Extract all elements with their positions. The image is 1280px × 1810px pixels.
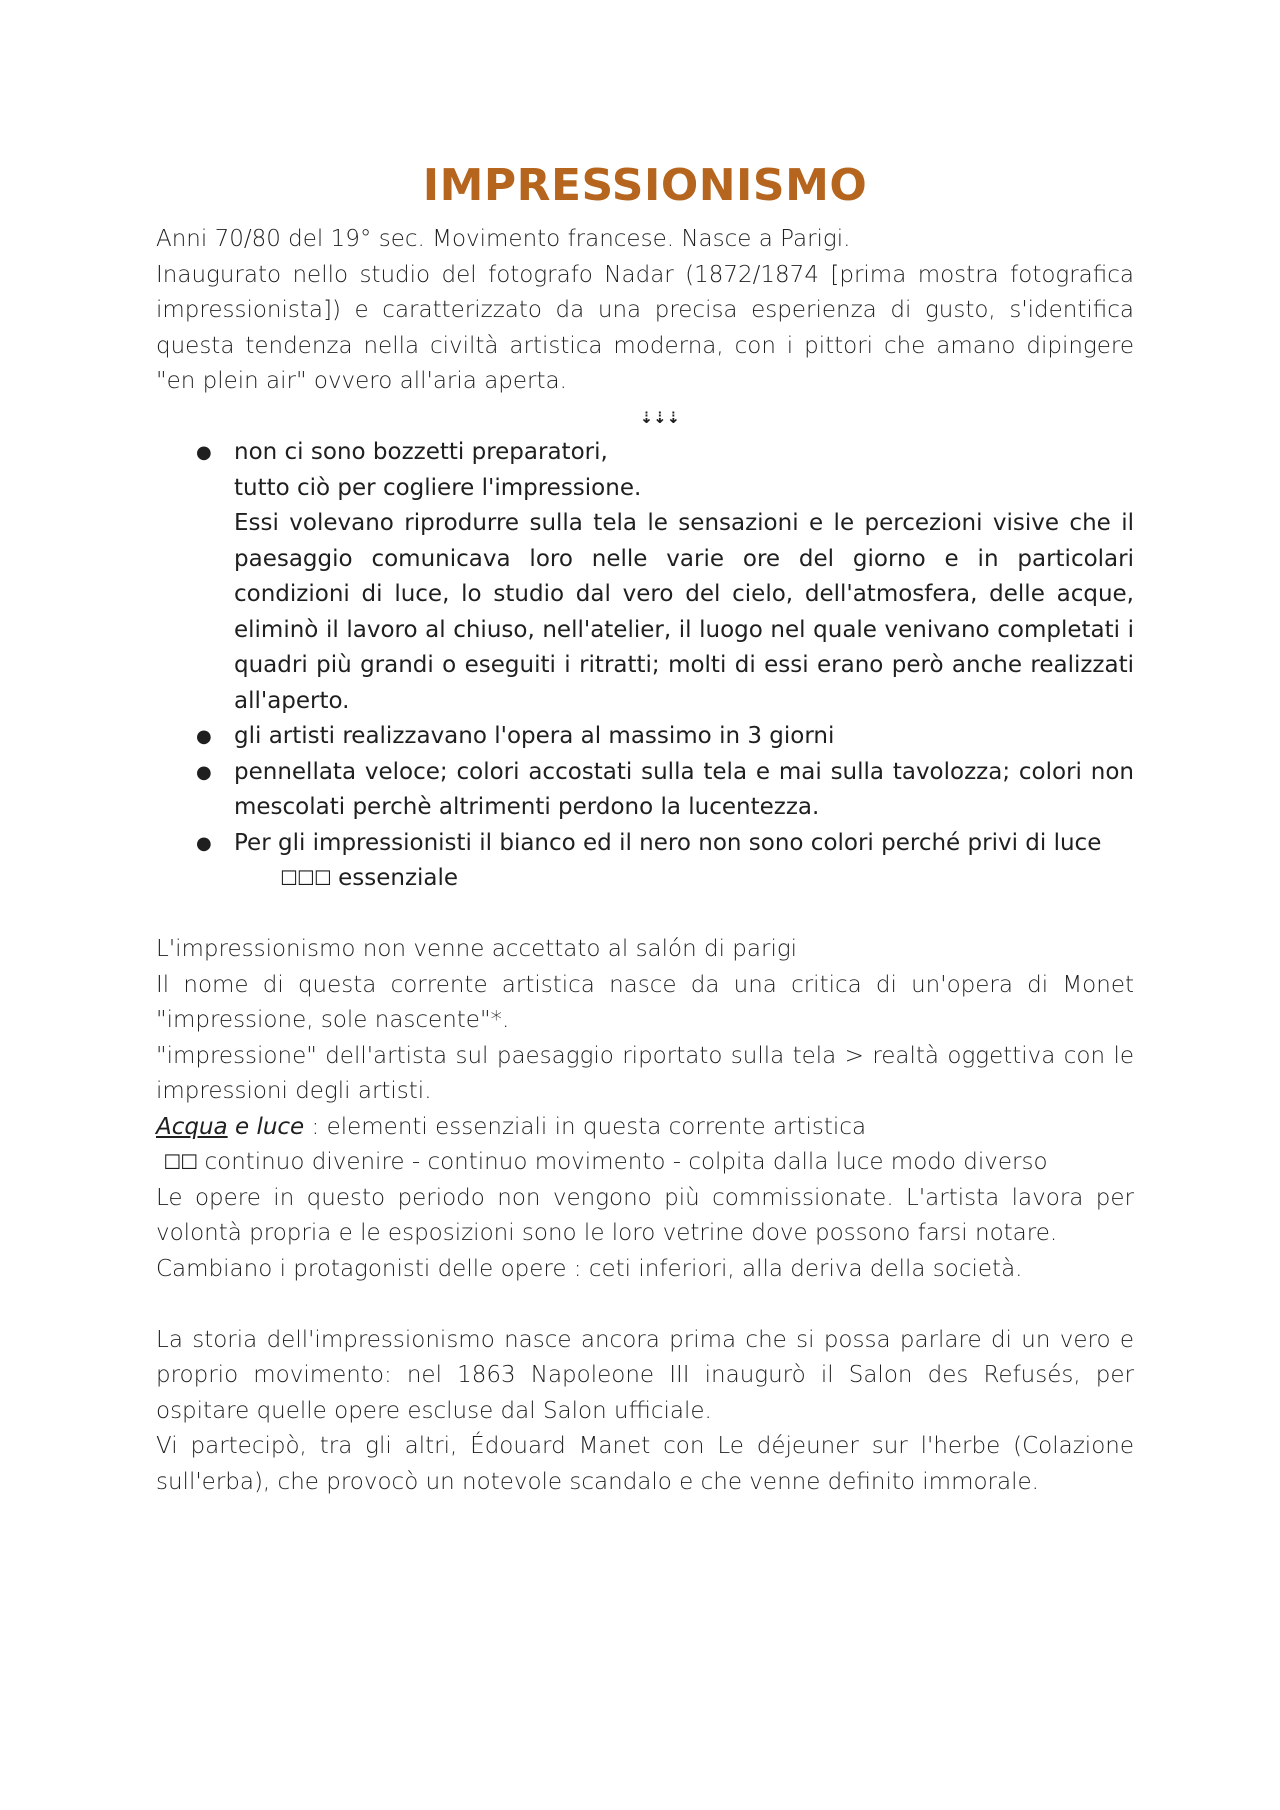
bullet-icon: ●	[196, 726, 212, 747]
bullet-icon: ●	[196, 442, 212, 463]
intro-paragraph: Inaugurato nello studio del fotografo Nadar (1872/1874 [prima mostra fotografica impressionista]) e caratterizzato da una precisa esperienza di gusto, s'identifica questa tendenza nella civiltà artistica moderna, con i pittori che amano dipingere "en plein air" ovvero all'aria aperta.	[156, 261, 1134, 394]
page-title: IMPRESSIONISMO	[422, 160, 868, 211]
down-arrows-icon: ⇣⇣⇣	[639, 407, 681, 427]
document-page	[156, 156, 1134, 1500]
bullet-icon: ●	[196, 761, 212, 783]
list-item-line: tutto ciò per cogliere l'impressione.	[234, 474, 642, 501]
essenziale-text: essenziale	[330, 865, 459, 891]
missing-glyph-icon: ☐☐☐	[280, 866, 331, 890]
list-item	[156, 826, 1134, 862]
list-item-text: Per gli impressionisti il bianco ed il nero non sono colori perché privi di luce	[234, 829, 1102, 856]
paragraph-line: Le opere in questo periodo non vengono più commissionate. L'artista lavora per volontà propria e le esposizioni sono le loro vetrine dove possono farsi notare.	[156, 1184, 1134, 1246]
paragraph-line: Cambiano i protagonisti delle opere : ceti inferiori, alla deriva della società.	[156, 1255, 1023, 1282]
list-item-text: gli artisti realizzavano l'opera al massimo in 3 giorni	[234, 723, 835, 749]
e-word: e	[227, 1113, 257, 1140]
list-item	[156, 719, 1134, 755]
luce-word: luce	[256, 1113, 305, 1140]
paragraph: Vi partecipò, tra gli altri, Édouard Manet con Le déjeuner sur l'herbe (Colazione sull'erba), che provocò un notevole scandalo e che venne definito immorale.	[156, 1433, 1134, 1495]
bullet-icon: ●	[196, 832, 212, 854]
list-item-paragraph: Essi volevano riprodurre sulla tela le sensazioni e le percezioni visive che il paesaggio comunicava loro nelle varie ore del giorno e in particolari condizioni di luce, lo studio dal vero del cielo, dell'atmosfera, delle acque, eliminò il lavoro al chiuso, nell'atelier, il luogo nel quale venivano completati i quadri più grandi o eseguiti i ritratti; molti di essi erano però anche realizzati all'aperto.	[234, 510, 1134, 714]
list-item	[156, 435, 1134, 719]
divenire-line	[156, 1145, 1134, 1181]
list-item	[156, 755, 1134, 826]
acqua-luce-rest: : elementi essenziali in questa corrente artistica	[304, 1113, 867, 1140]
intro-line-1: Anni 70/80 del 19° sec. Movimento francese. Nasce a Parigi.	[156, 226, 851, 252]
missing-glyph-icon: ☐☐	[163, 1150, 198, 1174]
essenziale-line	[156, 861, 1134, 897]
spacer	[156, 897, 1134, 933]
spacer	[156, 1287, 1134, 1323]
paragraph-line: "impressione" dell'artista sul paesaggio riportato sulla tela > realtà oggettiva con le impressioni degli artisti.	[156, 1042, 1134, 1104]
divenire-text: continuo divenire - continuo movimento - colpita dalla luce modo diverso	[197, 1149, 1048, 1175]
list-item-text: pennellata veloce; colori accostati sulla tela e mai sulla tavolozza; colori non mescolati perchè altrimenti perdono la lucentezza.	[234, 758, 1134, 820]
list-item-line: non ci sono bozzetti preparatori,	[234, 439, 608, 465]
paragraph-line: Il nome di questa corrente artistica nasce da una critica di un'opera di Monet "impressione, sole nascente"*.	[156, 971, 1134, 1033]
paragraph: La storia dell'impressionismo nasce ancora prima che si possa parlare di un vero e proprio movimento: nel 1863 Napoleone III inaugurò il Salon des Refusés, per ospitare quelle opere escluse dal Salon ufficiale.	[156, 1326, 1134, 1424]
paragraph-line: L'impressionismo non venne accettato al salón di parigi	[156, 936, 798, 962]
acqua-word: Acqua	[156, 1113, 228, 1140]
bullet-list	[156, 435, 1134, 861]
acqua-luce-line	[156, 1110, 1134, 1146]
